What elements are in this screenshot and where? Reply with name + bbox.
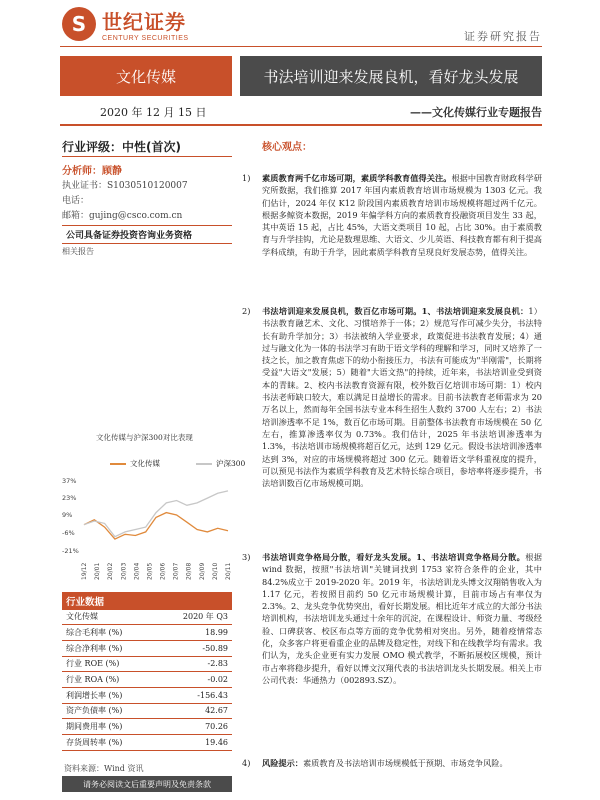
- logo-mark-icon: S: [62, 7, 96, 41]
- y-tick-label: -21%: [62, 547, 79, 555]
- metric-value: -156.43: [155, 687, 232, 703]
- x-tick-label: 20/01: [94, 562, 102, 580]
- metric-label: 行业 ROA (%): [62, 672, 155, 688]
- item-number: 1): [242, 173, 251, 183]
- item-number: 3): [242, 552, 251, 562]
- logo-chinese-name: 世纪证券: [102, 10, 186, 34]
- legend-item-index: 沪深300: [196, 458, 245, 469]
- report-date: 2020 年 12 月 15 日: [100, 106, 207, 119]
- y-tick-label: 9%: [62, 510, 73, 519]
- x-tick-label: 20/03: [120, 562, 128, 580]
- report-type-label: 证券研究报告: [464, 30, 542, 43]
- item-number: 4): [242, 758, 251, 768]
- table-row: [62, 656, 232, 672]
- item-body: 1）书法教育融艺术、文化、习惯培养于一体；2）规范写作可减少失分，书法特长有助升学加分；3）书法被纳入学业要求，政策促进书法教育发展；4）通过与融文化为一体的书法学习有助于语文学科的理解和学习，同时又培养了一技之长，加之教育焦虑下的幼小衔接压力，书法有可能成为"半刚需"，长期将受益"大语文"发展；5）随着"大语文热"的持续，近年来，书法培训业受到资本的青睐。2、校内书法教育资源有限，校外数百亿培训市场可期：1）校内书法老师缺口较大，难以满足日益增长的需求。目前书法教育老师需求为 20 万名以上，然而每年全国书法专业本科生招生人数约 3700 人左右；2）书法培训渗透率不足 1%，数百亿市场可期。目前整体书法教育市场规模在 50 亿左右，推算渗透率仅为 0.73%。我们估计，2025 年书法培训渗透率为 1.3%，书法培训市场规模将超百亿元，达到 129 亿元。假设书法培训渗透率达到 3%，对应的市场规模将超过 300 亿元。随着语文学科重视度的提升，可以预见书法作为素质学科教育及艺术特长综合项目，参培率将逐步提升，书法培训数百亿市场规模可期。: [262, 306, 542, 489]
- sector-banner: 文化传媒: [60, 56, 232, 96]
- table-header-cell: 文化传媒: [62, 609, 155, 625]
- table-row: [62, 703, 232, 719]
- x-tick-label: 20/08: [185, 562, 193, 580]
- chart-legend: [110, 458, 245, 469]
- x-tick-label: 20/09: [198, 562, 206, 580]
- metric-label: 利润增长率 (%): [62, 687, 155, 703]
- metric-label: 期间费用率 (%): [62, 719, 155, 735]
- table-row: [62, 640, 232, 656]
- metric-value: 18.99: [155, 625, 232, 641]
- x-tick-label: 19/12: [81, 562, 88, 580]
- industry-rating: 行业评级：中性(首次): [62, 140, 181, 154]
- metric-label: 综合净利率 (%): [62, 640, 155, 656]
- item-body: 根据中国教育财政科学研究所数据，我们推算 2017 年国内素质教育培训市场规模为 1303 亿元。我们估计，2024 年仅 K12 阶段国内素质教育培训市场规模将超过两千亿元。根据多鲸资本数据，2019 年偏学科方向的素质教育投融资项目发生 33 起，其中英语 15 起，占比 45%，大语文类项目 10 起，占比 30%。由于素质教育与升学挂钩，尤论是数理思维、大语文、少儿英语、科技教育都有利于提高学科成绩，有助于升学，因此素质学科教育呈现良好发展态势，值得关注。: [262, 173, 542, 257]
- table-header-row: [62, 609, 232, 625]
- metric-label: 资产负债率 (%): [62, 703, 155, 719]
- item-lead: 书法培训竞争格局分散，看好龙头发展。1、书法培训竞争格局分散。: [262, 552, 526, 562]
- header-divider: [60, 46, 542, 47]
- item-lead: 风险提示：: [262, 758, 303, 768]
- viewpoint-item: [242, 757, 542, 769]
- x-tick-label: 20/11: [225, 562, 232, 580]
- y-tick-label: -6%: [62, 528, 75, 537]
- item-body: 素质教育及书法培训市场规模低于预期、市场竞争风险。: [302, 758, 508, 768]
- table-row: [62, 687, 232, 703]
- viewpoint-item: [242, 305, 542, 489]
- subtitle-divider: [60, 124, 542, 126]
- logo-english-name: CENTURY SECURITIES: [102, 35, 189, 42]
- chart-title: 文化传媒与沪深300对比表现: [96, 433, 193, 442]
- related-reports-label: 相关报告: [62, 247, 94, 256]
- x-tick-label: 20/02: [107, 562, 115, 580]
- y-tick-label: 23%: [62, 493, 77, 502]
- qualification-note: 公司具备证券投资咨询业务资格: [62, 225, 232, 244]
- item-lead: 素质教育两千亿市场可期，素质学科教育值得关注。: [262, 173, 452, 183]
- company-logo: [62, 6, 189, 42]
- table-row: [62, 672, 232, 688]
- viewpoint-item: [242, 551, 542, 686]
- metric-value: -0.02: [155, 672, 232, 688]
- disclaimer-footer: 请务必阅读文后重要声明及免责条款: [62, 776, 232, 792]
- x-tick-label: 20/04: [133, 562, 141, 580]
- metric-value: 42.67: [155, 703, 232, 719]
- item-body: 根据 wind 数据，按照"书法培训"关键词找到 1753 家符合条件的企业，其中 84.2%成立于 2019-2020 年。2019 年，书法培训龙头博文汉翔销售收入为 1.17 亿元，若按照目前约 50 亿元市场规模计算，目前市场占有率仅为 2.3%。2、龙头竞争优势突出，看好长期发展。相比近年才成立的大部分书法培训机构，书法培训龙头通过十余年的沉淀，在课程设计、师资力量、考级经验、口碑获客、校区布点等方面的竞争优势相对突出。另外，随着疫情常态化，众多客户将更看重企业的品牌及稳定性，对线下和在线教学均有需求。我们认为，龙头企业更有实力发展 OMO 模式教学，不断拓展校区规模，预计市占率将稳步提升，看好以博文汉翔代表的书法培训龙头长期发展。相关上市公司代表：华通热力（002893.SZ）。: [262, 552, 542, 685]
- metric-value: -50.89: [155, 640, 232, 656]
- phone-field: 电话：: [62, 196, 90, 206]
- email-link[interactable]: 邮箱：gujing@csco.com.cn: [62, 211, 183, 221]
- analyst-name: 分析师：顾静: [62, 166, 122, 177]
- core-viewpoints-heading: 核心观点：: [262, 142, 312, 153]
- metric-label: 综合毛利率 (%): [62, 625, 155, 641]
- performance-chart: [62, 472, 234, 584]
- y-tick-label: 37%: [62, 477, 77, 485]
- report-subtitle: ——文化传媒行业专题报告: [410, 106, 542, 119]
- metric-value: 70.26: [155, 719, 232, 735]
- x-tick-label: 20/05: [146, 562, 154, 580]
- metric-value: 19.46: [155, 735, 232, 751]
- x-tick-label: 20/07: [172, 562, 180, 580]
- viewpoint-item: [242, 172, 542, 258]
- table-row: [62, 719, 232, 735]
- series-line-index: [84, 491, 228, 537]
- metric-label: 行业 ROE (%): [62, 656, 155, 672]
- item-number: 2): [242, 306, 251, 316]
- table-row: [62, 625, 232, 641]
- x-tick-label: 20/06: [159, 562, 167, 580]
- license-number: 执业证书：S1030510120007: [62, 181, 188, 191]
- series-line-sector: [84, 513, 228, 540]
- table-row: [62, 735, 232, 751]
- rating-divider: [62, 156, 232, 157]
- data-source-note: 资料来源：Wind 资讯: [64, 764, 144, 773]
- industry-data-heading: 行业数据: [62, 592, 232, 610]
- x-tick-label: 20/10: [211, 562, 219, 580]
- industry-data-table: [62, 609, 232, 751]
- table-header-cell: 2020 年 Q3: [155, 609, 232, 625]
- metric-value: -2.83: [155, 656, 232, 672]
- legend-item-sector: 文化传媒: [110, 458, 160, 469]
- item-lead: 书法培训迎来发展良机，数百亿市场可期。1、书法培训迎来发展良机：: [262, 306, 529, 316]
- metric-label: 存货周转率 (%): [62, 735, 155, 751]
- report-title-banner: 书法培训迎来发展良机，看好龙头发展: [240, 56, 542, 96]
